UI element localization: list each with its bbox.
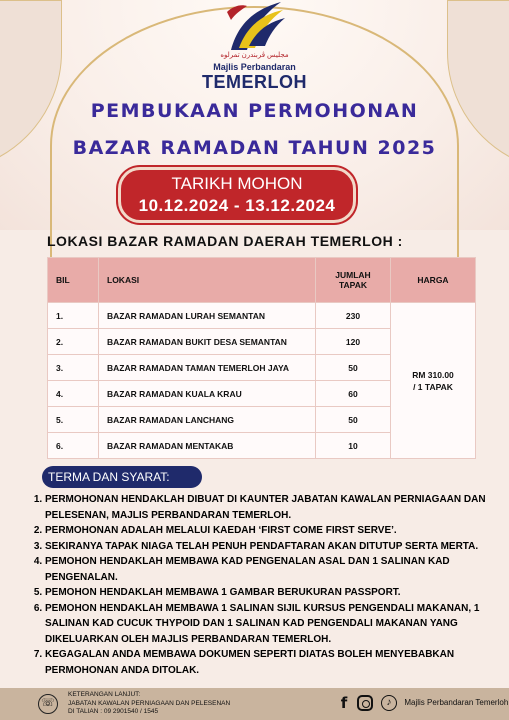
header-lokasi: LOKASI bbox=[99, 258, 316, 303]
cell-jumlah: 120 bbox=[316, 329, 391, 355]
list-item: 5. PEMOHON HENDAKLAH MEMBAWA 1 GAMBAR BERUKURAN PASSPORT. bbox=[45, 585, 509, 601]
cell-jumlah: 60 bbox=[316, 381, 391, 407]
tiktok-icon[interactable]: ♪ bbox=[381, 695, 397, 711]
social-links bbox=[338, 694, 508, 714]
cell-jumlah: 230 bbox=[316, 303, 391, 329]
cell-bil: 1. bbox=[48, 303, 99, 329]
instagram-icon[interactable] bbox=[357, 695, 373, 711]
social-account-name: Majlis Perbandaran Temerloh bbox=[404, 698, 509, 708]
terms-list bbox=[32, 492, 509, 678]
cell-jumlah: 50 bbox=[316, 407, 391, 433]
council-logo-icon bbox=[219, 0, 289, 55]
harga-unit: / 1 TAPAK bbox=[413, 381, 453, 392]
list-item: 2. PERMOHONAN ADALAH MELALUI KAEDAH ‘FIRST COME FIRST SERVE’. bbox=[45, 523, 509, 539]
cell-bil: 3. bbox=[48, 355, 99, 381]
list-item: 7. KEGAGALAN ANDA MEMBAWA DOKUMEN SEPERTI DIATAS BOLEH MENYEBABKAN PERMOHONAN ANDA DITOLAK. bbox=[45, 647, 509, 678]
header-harga: HARGA bbox=[391, 258, 476, 303]
logo-town-name: TEMERLOH bbox=[202, 72, 307, 92]
cell-bil: 2. bbox=[48, 329, 99, 355]
location-table bbox=[47, 257, 476, 459]
page-title-line1: PEMBUKAAN PERMOHONAN bbox=[90, 100, 419, 122]
location-section-title: LOKASI BAZAR RAMADAN DAERAH TEMERLOH : bbox=[47, 233, 403, 249]
facebook-icon[interactable]: f bbox=[340, 693, 348, 712]
harga-amount: RM 310.00 bbox=[412, 369, 454, 380]
contact-phone: DI TALIAN : 09 2901540 / 1545 bbox=[68, 708, 159, 715]
page-title-line2: BAZAR RAMADAN TAHUN 2025 bbox=[72, 137, 437, 159]
application-date-badge bbox=[118, 167, 356, 223]
table-header-row bbox=[48, 258, 476, 303]
list-item: 1. PERMOHONAN HENDAKLAH DIBUAT DI KAUNTER JABATAN KAWALAN PERNIAGAAN DAN PELESENAN, MAJLIS PERBANDARAN TEMERLOH. bbox=[45, 492, 509, 523]
table-row bbox=[48, 303, 476, 329]
logo-council-name: Majlis Perbandaran bbox=[213, 62, 296, 72]
cell-lokasi: BAZAR RAMADAN TAMAN TEMERLOH JAYA bbox=[99, 355, 316, 381]
list-item: 4. PEMOHON HENDAKLAH MEMBAWA KAD PENGENALAN ASAL DAN 1 SALINAN KAD PENGENALAN. bbox=[45, 554, 509, 585]
cell-bil: 6. bbox=[48, 433, 99, 459]
date-label: TARIKH MOHON bbox=[171, 174, 303, 193]
cell-bil: 5. bbox=[48, 407, 99, 433]
list-item: 6. PEMOHON HENDAKLAH MEMBAWA 1 SALINAN SIJIL KURSUS PENGENDALI MAKANAN, 1 SALINAN KAD CUCUK THYPOID DAN 1 SALINAN KAD PENGENDALI MAKANAN YANG DIKELUARKAN OLEH MAJLIS PERBANDARAN TEMERLOH. bbox=[45, 601, 509, 648]
list-item: 3. SEKIRANYA TAPAK NIAGA TELAH PENUH PENDAFTARAN AKAN DITUTUP SERTA MERTA. bbox=[45, 539, 509, 555]
cell-harga bbox=[391, 303, 476, 459]
contact-heading: KETERANGAN LANJUT: bbox=[68, 691, 141, 698]
phone-icon: ☏ bbox=[38, 694, 58, 714]
cell-lokasi: BAZAR RAMADAN MENTAKAB bbox=[99, 433, 316, 459]
header-bil: BIL bbox=[48, 258, 99, 303]
contact-department: JABATAN KAWALAN PERNIAGAAN DAN PELESENAN bbox=[68, 699, 231, 707]
cell-jumlah: 50 bbox=[316, 355, 391, 381]
cell-lokasi: BAZAR RAMADAN LURAH SEMANTAN bbox=[99, 303, 316, 329]
cell-bil: 4. bbox=[48, 381, 99, 407]
contact-info bbox=[68, 691, 230, 717]
terms-heading: TERMA DAN SYARAT: bbox=[42, 466, 202, 488]
date-range: 10.12.2024 - 13.12.2024 bbox=[138, 196, 336, 215]
logo-jawi-text: مجليس ڤربندرن تمرلوه bbox=[220, 52, 289, 59]
cell-lokasi: BAZAR RAMADAN KUALA KRAU bbox=[99, 381, 316, 407]
footer bbox=[0, 688, 509, 720]
cell-lokasi: BAZAR RAMADAN LANCHANG bbox=[99, 407, 316, 433]
cell-lokasi: BAZAR RAMADAN BUKIT DESA SEMANTAN bbox=[99, 329, 316, 355]
header-jumlah-tapak: JUMLAH TAPAK bbox=[316, 258, 391, 303]
cell-jumlah: 10 bbox=[316, 433, 391, 459]
